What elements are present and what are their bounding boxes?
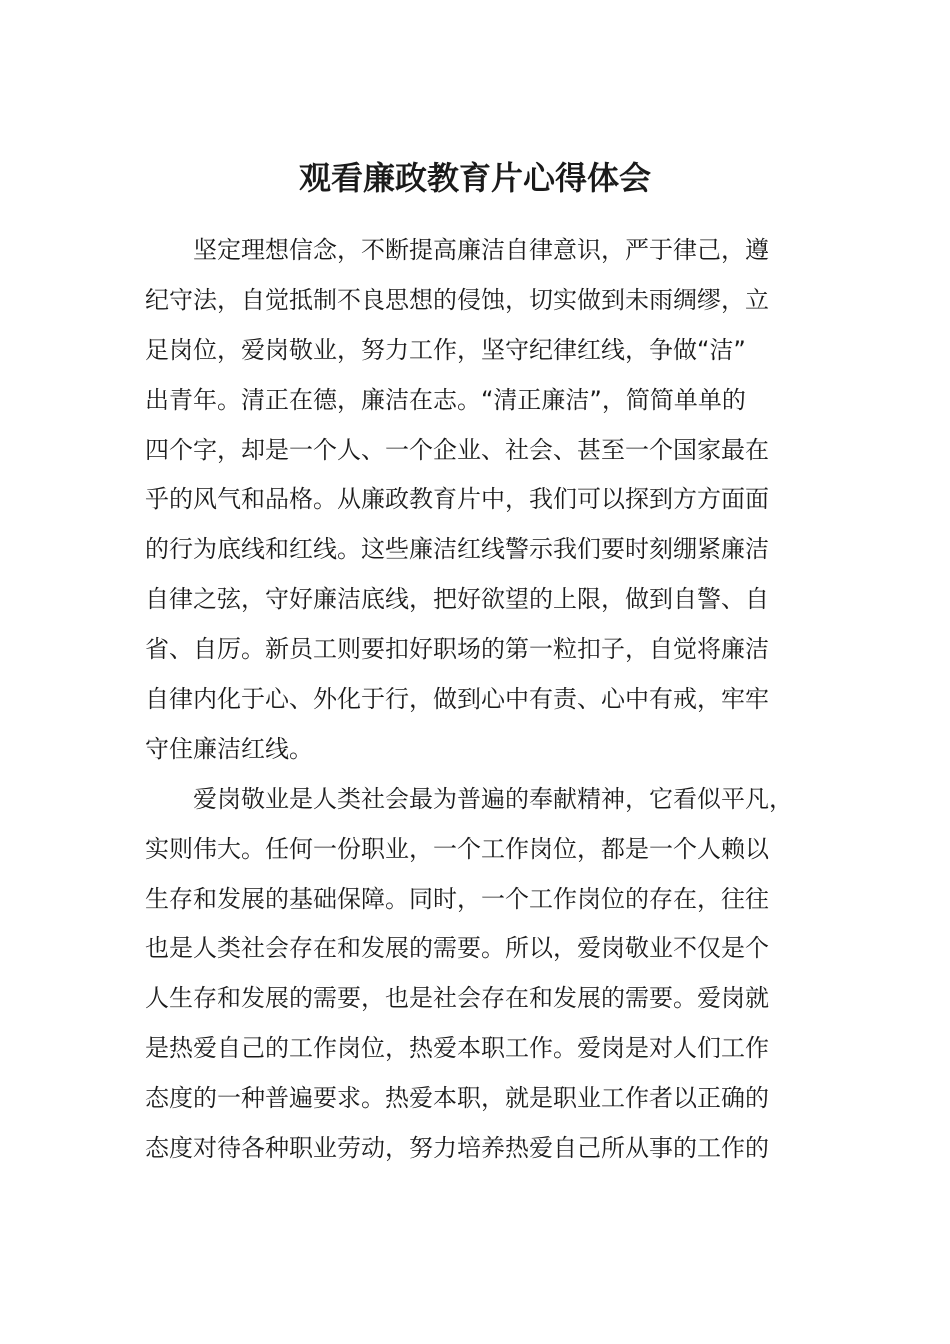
paragraph-line: 人生存和发展的需要，也是社会存在和发展的需要。爱岗就 [145, 984, 769, 1013]
paragraph-line: 自律内化于心、外化于行，做到心中有责、心中有戒，牢牢 [145, 685, 769, 714]
paragraph-line: 乎的风气和品格。从廉政教育片中，我们可以探到方方面面 [145, 485, 769, 514]
paragraph-line: 是热爱自己的工作岗位，热爱本职工作。爱岗是对人们工作 [145, 1034, 769, 1063]
paragraph-line: 爱岗敬业是人类社会最为普遍的奉献精神，它看似平凡， [193, 784, 793, 813]
paragraph-line: 态度对待各种职业劳动，努力培养热爱自己所从事的工作的 [145, 1134, 769, 1163]
document-title: 观看廉政教育片心得体会 [298, 159, 651, 197]
paragraph-line: 生存和发展的基础保障。同时，一个工作岗位的存在，往往 [145, 884, 769, 913]
paragraph-line: 也是人类社会存在和发展的需要。所以，爱岗敬业不仅是个 [145, 934, 769, 963]
paragraph-line: 实则伟大。任何一份职业，一个工作岗位，都是一个人赖以 [145, 834, 769, 863]
paragraph-line: 出青年。清正在德，廉洁在志。“清正廉洁”，简简单单的 [145, 385, 746, 414]
paragraph-line: 四个字，却是一个人、一个企业、社会、甚至一个国家最在 [145, 435, 769, 464]
document-body [145, 226, 807, 1174]
paragraph-line: 自律之弦，守好廉洁底线，把好欲望的上限，做到自警、自 [145, 585, 769, 614]
paragraph-line: 守住廉洁红线。 [145, 734, 313, 763]
paragraph-line: 态度的一种普遍要求。热爱本职，就是职业工作者以正确的 [145, 1084, 769, 1113]
paragraph-2 [145, 775, 807, 1174]
paragraph-line: 坚定理想信念，不断提高廉洁自律意识，严于律己，遵 [193, 236, 769, 264]
paragraph-line: 足岗位，爱岗敬业，努力工作，坚守纪律红线，争做“洁” [145, 335, 746, 364]
paragraph-line: 纪守法，自觉抵制不良思想的侵蚀，切实做到未雨绸缪，立 [145, 285, 769, 314]
paragraph-line: 省、自厉。新员工则要扣好职场的第一粒扣子，自觉将廉洁 [145, 635, 769, 664]
paragraph-1 [145, 226, 807, 775]
paragraph-line: 的行为底线和红线。这些廉洁红线警示我们要时刻绷紧廉洁 [145, 535, 769, 564]
